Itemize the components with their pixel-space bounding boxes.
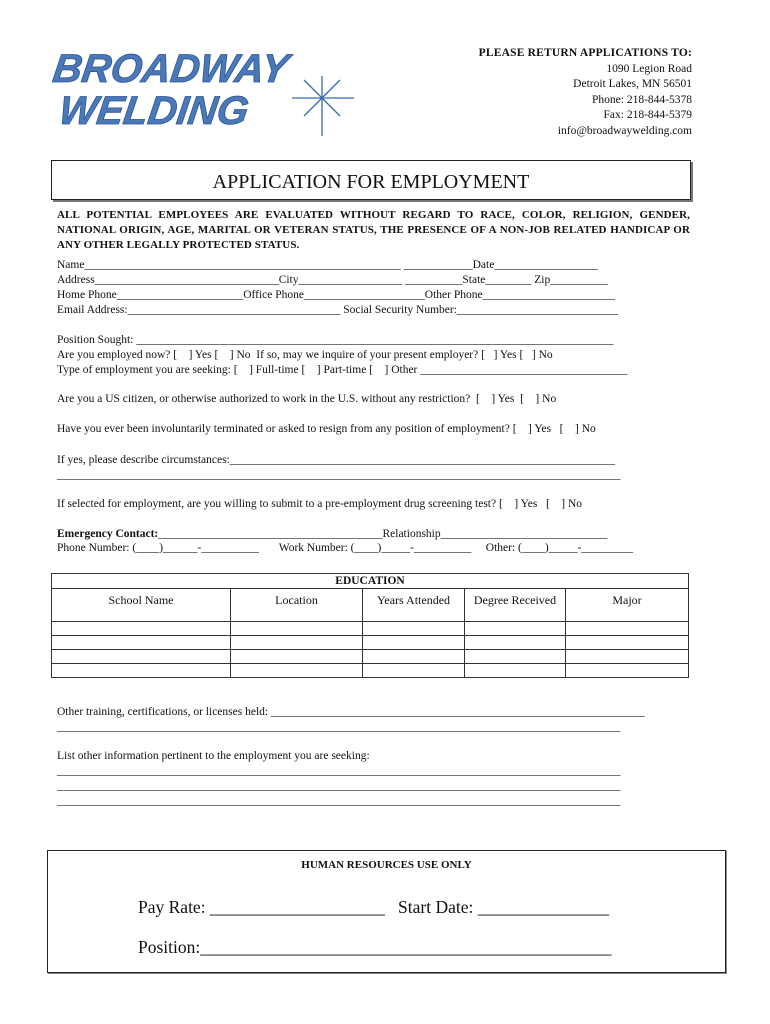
table-cell[interactable] xyxy=(231,650,363,664)
employment-type-question[interactable]: Type of employment you are seeking: [ ] Full-time [ ] Part-time [ ] Other ____________________________________ xyxy=(57,364,628,376)
table-cell[interactable] xyxy=(231,622,363,636)
table-cell[interactable] xyxy=(566,636,689,650)
hr-box-title: HUMAN RESOURCES USE ONLY xyxy=(301,859,472,871)
other-training-blank-line[interactable]: __________________________________________________________________________________________________ xyxy=(57,721,621,733)
table-cell[interactable] xyxy=(231,664,363,678)
emergency-contact-blank[interactable]: _______________________________________Relationship_____________________________ xyxy=(158,528,608,540)
phones-field[interactable]: Home Phone______________________Office Phone_____________________Other Phone_______________________ xyxy=(57,289,615,301)
logo-line1: BROADWAY xyxy=(52,46,292,91)
education-title: EDUCATION xyxy=(52,574,689,589)
title-box xyxy=(51,160,691,200)
return-phone: Phone: 218-844-5378 xyxy=(592,93,692,106)
return-address xyxy=(479,46,692,139)
table-cell[interactable] xyxy=(52,636,231,650)
company-logo xyxy=(52,36,362,146)
logo-line2: WELDING xyxy=(56,88,252,133)
return-email: info@broadwaywelding.com xyxy=(557,124,692,137)
table-cell[interactable] xyxy=(52,664,231,678)
table-cell[interactable] xyxy=(363,636,465,650)
logo-graphic xyxy=(52,36,362,146)
table-cell[interactable] xyxy=(52,650,231,664)
employed-now-question[interactable]: Are you employed now? [ ] Yes [ ] No If so, may we inquire of your present employer? [ ] Yes [ ] No xyxy=(57,349,553,361)
table-cell[interactable] xyxy=(52,622,231,636)
table-row xyxy=(52,650,689,664)
emergency-phones-field[interactable]: Phone Number: (____)______-__________ Work Number: (____)_____-__________ Other: (____)_____-_________ xyxy=(57,542,634,554)
table-row xyxy=(52,664,689,678)
address-field[interactable]: Address________________________________City__________________ __________State________ Zip__________ xyxy=(57,274,608,286)
circumstances-field[interactable]: If yes, please describe circumstances:___________________________________________________________________ xyxy=(57,454,615,466)
hr-use-only-box xyxy=(47,850,726,973)
circumstances-blank-line[interactable]: __________________________________________________________________________________________________ xyxy=(57,469,621,481)
education-table xyxy=(51,573,689,678)
table-cell[interactable] xyxy=(231,636,363,650)
table-cell[interactable] xyxy=(363,622,465,636)
other-training-field[interactable]: Other training, certifications, or licenses held: _________________________________________________________________ xyxy=(57,706,645,718)
table-cell[interactable] xyxy=(465,622,566,636)
table-cell[interactable] xyxy=(465,664,566,678)
email-ssn-field[interactable]: Email Address:_____________________________________ Social Security Number:____________________________ xyxy=(57,304,618,316)
eeo-statement: ALL POTENTIAL EMPLOYEES ARE EVALUATED WITHOUT REGARD TO RACE, COLOR, RELIGION, GENDER, NATIONAL ORIGIN, AGE, MARITAL OR VETERAN STATUS, THE PRESENCE OF A NON-JOB RELATED HANDICAP OR ANY OTHER LEGALLY PROTECTED STATUS. xyxy=(57,209,690,251)
table-cell[interactable] xyxy=(465,636,566,650)
table-cell[interactable] xyxy=(465,650,566,664)
other-info-blank-line[interactable]: __________________________________________________________________________________________________ xyxy=(57,765,621,777)
other-info-blank-line[interactable]: __________________________________________________________________________________________________ xyxy=(57,780,621,792)
column-header-location: Location xyxy=(231,589,363,622)
page-title: APPLICATION FOR EMPLOYMENT xyxy=(212,171,530,193)
column-header-years: Years Attended xyxy=(363,589,465,622)
return-address-line2: Detroit Lakes, MN 56501 xyxy=(573,78,692,90)
return-heading: PLEASE RETURN APPLICATIONS TO: xyxy=(478,47,692,59)
terminated-question[interactable]: Have you ever been involuntarily terminated or asked to resign from any position of employment? [ ] Yes [ ] No xyxy=(57,423,596,435)
table-row xyxy=(52,636,689,650)
column-header-degree: Degree Received xyxy=(465,589,566,622)
table-cell[interactable] xyxy=(566,650,689,664)
return-address-line1: 1090 Legion Road xyxy=(606,62,692,75)
star-burst-icon xyxy=(292,76,354,136)
position-sought-field[interactable]: Position Sought: ___________________________________________________________________________________ xyxy=(57,334,614,346)
column-header-major: Major xyxy=(566,589,689,622)
other-info-blank-line[interactable]: __________________________________________________________________________________________________ xyxy=(57,795,621,807)
hr-pay-start-line[interactable]: Pay Rate: ____________________ Start Date: _______________ xyxy=(138,897,610,917)
table-cell[interactable] xyxy=(363,664,465,678)
other-info-label: List other information pertinent to the employment you are seeking: xyxy=(57,750,370,762)
name-field[interactable]: Name_______________________________________________________ ____________Date__________________ xyxy=(57,259,598,271)
table-cell[interactable] xyxy=(566,664,689,678)
column-header-school: School Name xyxy=(52,589,231,622)
citizen-question[interactable]: Are you a US citizen, or otherwise authorized to work in the U.S. without any restriction? [ ] Yes [ ] No xyxy=(57,393,557,405)
hr-position-line[interactable]: Position:_______________________________________________ xyxy=(138,937,612,957)
table-row xyxy=(52,622,689,636)
drug-test-question[interactable]: If selected for employment, are you willing to submit to a pre-employment drug screening test? [ ] Yes [ ] No xyxy=(57,498,583,510)
emergency-label: Emergency Contact: xyxy=(57,528,159,540)
table-cell[interactable] xyxy=(566,622,689,636)
table-cell[interactable] xyxy=(363,650,465,664)
return-fax: Fax: 218-844-5379 xyxy=(603,109,692,121)
emergency-contact-field[interactable] xyxy=(57,527,607,541)
